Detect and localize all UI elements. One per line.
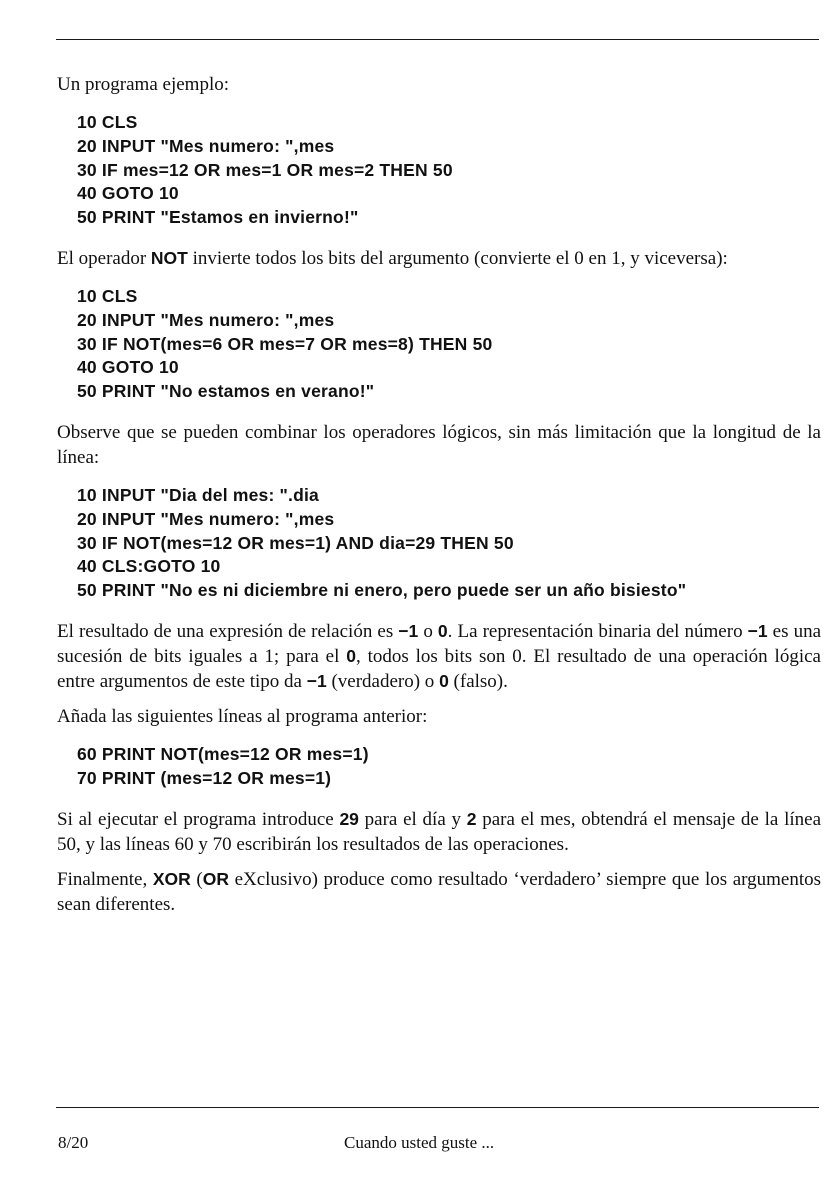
paragraph-result: El resultado de una expresión de relación es −1 o 0. La representación binaria del número −1 es una sucesión de bits iguales a 1; para el 0, todos los bits son 0. El resultado de una operación lógica entre argumentos de este tipo da −1 (verdadero) o 0 (falso).: [57, 620, 821, 692]
keyword: NOT: [150, 247, 188, 268]
code-line: 50 PRINT "Estamos en invierno!": [77, 207, 359, 228]
intro-text: Un programa ejemplo:: [57, 74, 230, 95]
code-line: 60 PRINT NOT(mes=12 OR mes=1): [77, 743, 369, 764]
code-line: 30 IF NOT(mes=12 OR mes=1) AND dia=29 THEN 50: [77, 532, 514, 553]
code-block-1: [57, 111, 821, 230]
footer-title: Cuando usted guste ...: [344, 1133, 495, 1152]
code-line: 20 INPUT "Mes numero: ",mes: [77, 508, 335, 529]
code-line: 10 CLS: [77, 285, 138, 306]
paragraph-add: Añada las siguientes líneas al programa anterior:: [57, 705, 428, 727]
page-content: [57, 72, 821, 917]
code-block-2: [57, 285, 821, 404]
code-line: 70 PRINT (mes=12 OR mes=1): [77, 767, 332, 788]
bottom-rule: [56, 1107, 819, 1108]
code-line: 20 INPUT "Mes numero: ",mes: [77, 309, 335, 330]
code-line: 10 CLS: [77, 112, 138, 132]
code-block-4: [57, 743, 821, 791]
code-line: 40 GOTO 10: [77, 183, 179, 204]
paragraph-xor: Finalmente, XOR (OR eXclusivo) produce como resultado ‘verdadero’ siempre que los argumentos sean diferentes.: [57, 868, 822, 915]
code-line: 50 PRINT "No es ni diciembre ni enero, pero puede ser un año bisiesto": [77, 580, 687, 601]
code-line: 50 PRINT "No estamos en verano!": [77, 381, 375, 402]
page-number: 8/20: [58, 1133, 89, 1152]
paragraph-not: El operador NOT invierte todos los bits del argumento (convierte el 0 en 1, y viceversa):: [57, 247, 728, 269]
paragraph-combine: Observe que se pueden combinar los operadores lógicos, sin más limitación que la longitud de la línea:: [57, 421, 821, 468]
code-line: 20 INPUT "Mes numero: ",mes: [77, 135, 335, 156]
code-line: 30 IF NOT(mes=6 OR mes=7 OR mes=8) THEN 50: [77, 333, 493, 354]
code-line: 10 INPUT "Dia del mes: ".dia: [77, 484, 319, 505]
paragraph-run: Si al ejecutar el programa introduce 29 para el día y 2 para el mes, obtendrá el mensaje de la línea 50, y las líneas 60 y 70 escribirán los resultados de las operaciones.: [57, 808, 822, 855]
top-rule: [56, 39, 819, 40]
code-block-3: [57, 484, 821, 603]
code-line: 40 CLS:GOTO 10: [77, 556, 221, 577]
code-line: 40 GOTO 10: [77, 357, 179, 378]
code-line: 30 IF mes=12 OR mes=1 OR mes=2 THEN 50: [77, 159, 453, 180]
